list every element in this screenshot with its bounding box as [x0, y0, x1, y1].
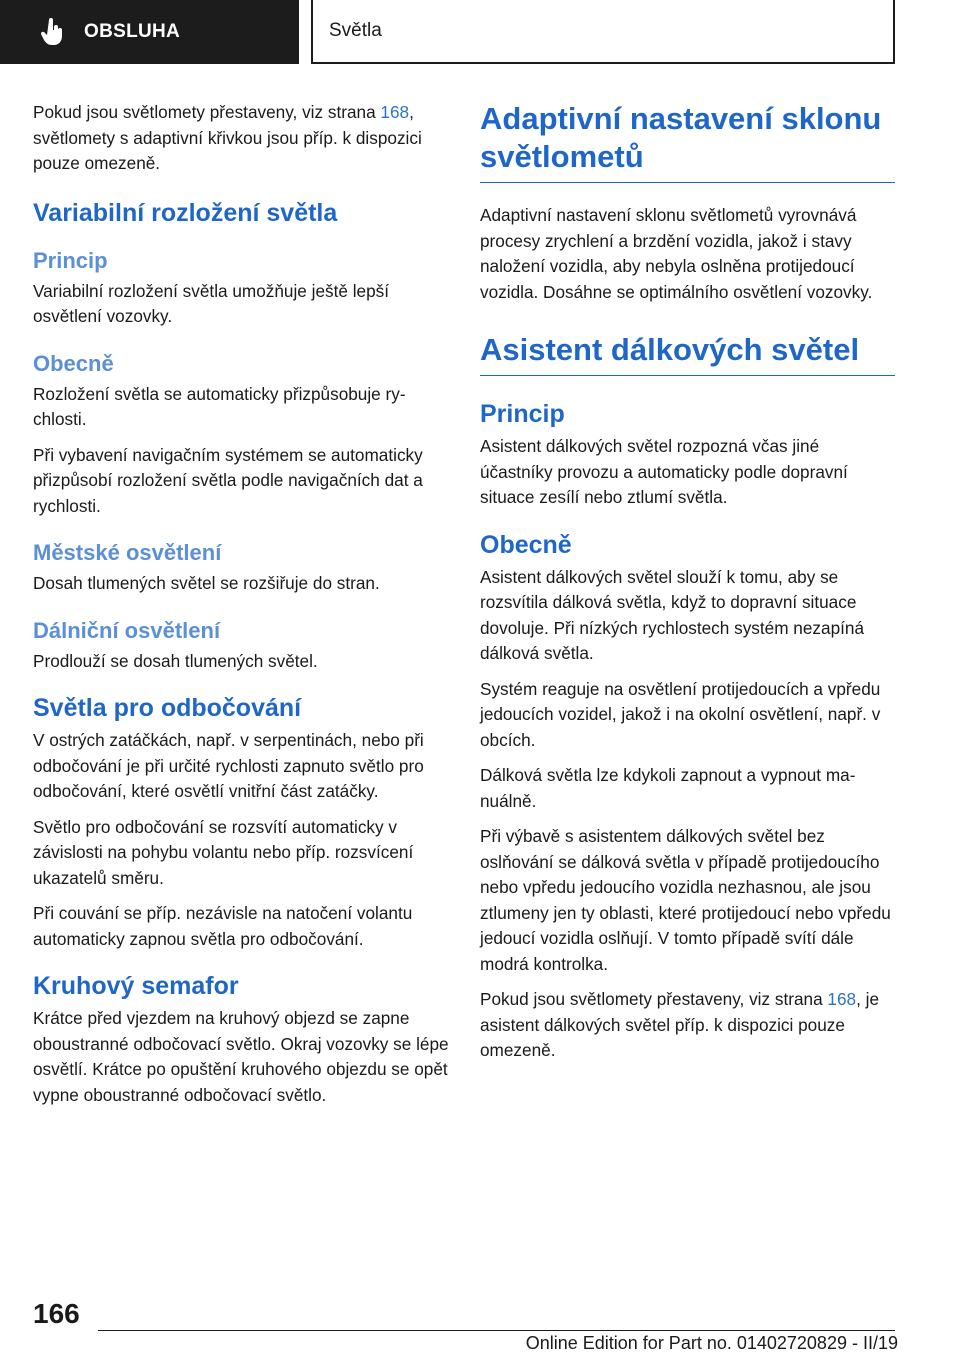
- footer-divider: [98, 1330, 895, 1331]
- page-number: 166: [33, 1298, 80, 1329]
- section-header: [311, 0, 895, 64]
- paragraph-obecne-1: Rozložení světla se automaticky přizpůsobuje rychlosti.: [33, 383, 406, 429]
- heading-princip-right: Princip: [480, 400, 565, 428]
- paragraph-odbocovani-2: Světlo pro odbočování se rozsvítí automaticky v závislosti na pohybu volantu nebo příp. rozsvícení ukazatelů směru.: [33, 816, 414, 888]
- paragraph-mestske: Dosah tlumených světel se rozšiřuje do stran.: [33, 573, 380, 593]
- paragraph-obecne-right-2: Systém reaguje na osvětlení protijedoucích a vpředu jedoucích vozidel, jakož i na okolní osvětlení, např. v obcích.: [480, 678, 881, 750]
- heading-adaptivni: Adaptivní nastavení sklonu světlometů: [480, 100, 895, 183]
- heading-obecne: Obecně: [33, 350, 114, 376]
- heading-princip: Princip: [33, 247, 108, 273]
- page-link-right[interactable]: 168: [827, 989, 857, 1009]
- chapter-tab[interactable]: [0, 0, 299, 64]
- paragraph-princip-right: Asistent dálkových světel rozpozná včas jiné účastníky provozu a automaticky podle dopravní situace zesílí nebo ztlumí světla.: [480, 436, 848, 507]
- paragraph-kruhovy: Krátce před vjezdem na kruhový objezd se zapne oboustranné odbočovací světlo. Okraj vozovky se lépe osvětlí. Krátce po opuštění kruhového objezdu se opět vypne oboustranné odbočovací světlo.: [33, 1008, 449, 1105]
- heading-odbocovani: Světla pro odbočování: [33, 694, 302, 722]
- paragraph-obecne-right-4: Při výbavě s asistentem dálkových světel bez oslňování se dálková světla v případě protijedoucího nebo vpředu jedoucího vozidla nezhasnou, ale jsou ztlumeny jen ty oblasti, které protijedoucí nebo vpředu jedoucí vozidla oslňují. V tomto případě svítí dále modrá kontrolka.: [480, 826, 891, 974]
- intro-paragraph: Pokud jsou světlomety přestaveny, viz strana 168, světlomety s adaptivní křivkou jsou příp. k dispozici pouze omezeně.: [33, 102, 422, 173]
- paragraph-end: Pokud jsou světlomety přestaveny, viz strana 168, je asistent dálkových světel příp. k dispozici pouze omezeně.: [480, 989, 880, 1060]
- heading-mestske: Městské osvětlení: [33, 540, 222, 565]
- paragraph-princip: Variabilní rozložení světla umožňuje ještě lepší osvětlení vozovky.: [33, 280, 390, 326]
- heading-kruhovy: Kruhový semafor: [33, 972, 239, 1000]
- paragraph-dalnicni: Prodlouží se dosah tlumených světel.: [33, 650, 318, 671]
- heading-asistent: Asistent dálkových světel: [480, 331, 895, 376]
- chapter-tab-label: OBSLUHA: [84, 21, 181, 42]
- heading-variabilni: Variabilní rozložení světla: [33, 198, 338, 227]
- page-link[interactable]: 168: [380, 102, 410, 122]
- paragraph-odbocovani-3: Při couvání se příp. nezávisle na natočení volantu automaticky zapnou světla pro odbočování.: [33, 903, 413, 949]
- left-column: [33, 100, 449, 1118]
- paragraph-obecne-2: Při vybavení navigačním systémem se automaticky přizpůsobí rozložení světla podle navigačních dat a rychlosti.: [33, 444, 423, 516]
- footer-edition: Online Edition for Part no. 01402720829 - II/19: [525, 1333, 898, 1353]
- paragraph-adaptivni: Adaptivní nastavení sklonu světlometů vyrovnává procesy zrychlení a brzdění vozidla, jakož i stavy naložení vozidla, aby nebyla oslněna protijedoucí vozidla. Dosáhne se optimálního osvětlení vozovky.: [480, 205, 873, 302]
- heading-dalnicni: Dálniční osvětlení: [33, 617, 221, 643]
- paragraph-obecne-right-3: Dálková světla lze kdykoli zapnout a vypnout manuálně.: [480, 765, 856, 811]
- right-column: [480, 100, 895, 1074]
- paragraph-odbocovani-1: V ostrých zatáčkách, např. v serpentinách, nebo při odbočování je při určité rychlosti zapnuto světlo pro odbočování, které osvětlí vnitřní část zatáčky.: [33, 730, 424, 801]
- hand-pointer-icon: [40, 18, 64, 46]
- heading-obecne-right: Obecně: [480, 530, 572, 559]
- paragraph-obecne-right-1: Asistent dálkových světel slouží k tomu, aby se rozsvítila dálková světla, když to dopravní situace dovoluje. Při nízkých rychlostech systém nezapíná dálková světla.: [480, 566, 865, 663]
- section-header-label: Světla: [329, 20, 382, 41]
